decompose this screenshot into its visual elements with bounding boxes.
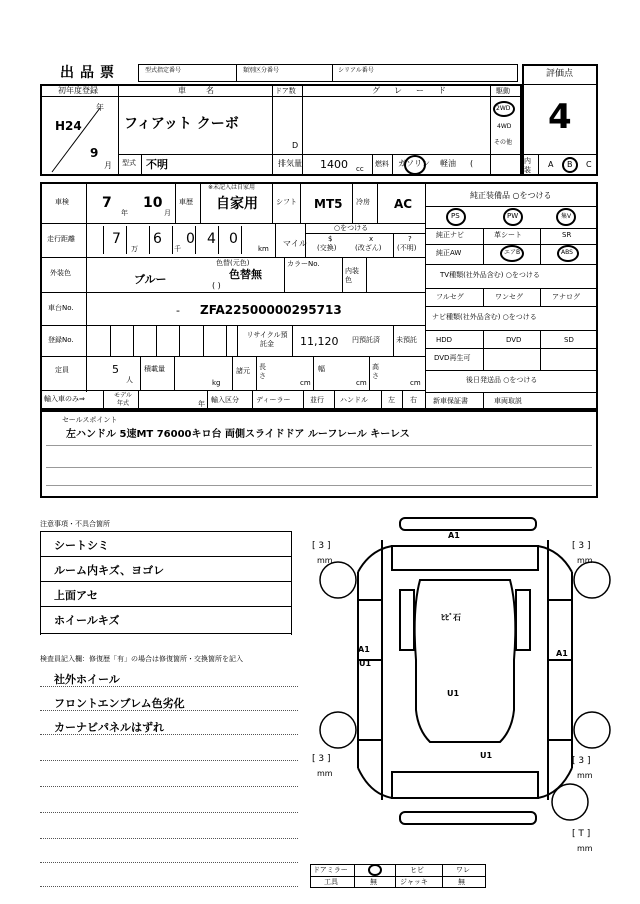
import-type-label: 輸入区分 xyxy=(211,396,239,404)
shaken-year-unit: 年 xyxy=(121,209,128,217)
year-unit: 年 xyxy=(96,103,104,112)
doors-label: ドア数 xyxy=(275,87,296,95)
later-manual: 車両取説 xyxy=(494,397,522,405)
usage-label: 車歴 xyxy=(179,198,193,206)
color-value: ブルー xyxy=(134,273,167,286)
serial-label: シリアル番号 xyxy=(338,67,374,74)
equip-sr: SR xyxy=(562,231,572,239)
dvd-label: DVD再生可 xyxy=(434,354,471,362)
navi-sd: SD xyxy=(564,336,574,344)
doors-letter: D xyxy=(292,141,299,150)
mileage-digit-3: 0 xyxy=(186,231,195,247)
chassis-label: 車台No. xyxy=(48,304,74,312)
interior-c: C xyxy=(586,160,592,169)
width-cm: cm xyxy=(356,379,367,387)
note-3: 上面アセ xyxy=(54,589,98,602)
dims-label: 諸元 xyxy=(236,367,250,375)
drive-label: 駆動 xyxy=(496,87,510,95)
navi-hdd: HDD xyxy=(436,336,453,344)
interior-b: B xyxy=(567,160,573,169)
ware-label: ワレ xyxy=(456,866,470,874)
car-name-value: フィアット クーボ xyxy=(124,116,239,132)
width-label: 幅 xyxy=(318,365,325,373)
mark-chip: ﾋﾋﾞ石 xyxy=(441,613,461,622)
handle-left: 左 xyxy=(388,396,395,404)
equip-navi: 純正ナビ xyxy=(436,231,464,239)
tools-value: 無 xyxy=(370,878,377,886)
height-cm: cm xyxy=(410,379,421,387)
equipment-title: 純正装備品 ○をつける xyxy=(470,191,552,200)
altered-symbol: x xyxy=(369,235,374,243)
unknown-label: (不明) xyxy=(397,244,417,252)
mileage-digit-2: 6 xyxy=(153,231,162,247)
recycle-unit: 円預託済 xyxy=(352,336,380,344)
tv-fullseg: フルセグ xyxy=(436,293,464,301)
chassis-value: ZFA22500000295713 xyxy=(200,303,342,317)
tread-rl-mm: mm xyxy=(317,769,333,778)
ac-value: AC xyxy=(394,197,413,211)
length-cm: cm xyxy=(300,379,311,387)
load-unit: kg xyxy=(212,379,221,387)
equip-ps: PS xyxy=(451,212,460,220)
equip-central-lock: 集V xyxy=(561,213,572,220)
length-label: 長さ xyxy=(259,363,266,380)
capacity-unit: 人 xyxy=(126,376,133,384)
mileage-digit-1: 7 xyxy=(112,231,121,247)
equip-airbag: エアB xyxy=(504,249,521,256)
notes-label: 注意事項・不具合箇所 xyxy=(40,520,110,528)
drive-2wd: 2WD xyxy=(496,105,511,112)
note-2: ルーム内キズ、ヨゴレ xyxy=(54,564,165,577)
fuel-diesel: 軽油 xyxy=(440,159,456,168)
circle-note: ○をつける xyxy=(334,224,369,232)
shift-value: MT5 xyxy=(314,197,343,211)
tread-fr-mm: mm xyxy=(577,556,593,565)
door-mirror-label: ドアミラー xyxy=(313,866,348,874)
altered-label: (改ざん) xyxy=(355,244,382,252)
mirror-circle xyxy=(368,864,382,876)
hibi-label: ヒビ xyxy=(410,866,424,874)
jack-value: 無 xyxy=(458,878,465,886)
color-no-label: カラーNo. xyxy=(287,260,320,268)
shaken-year: 7 xyxy=(102,195,112,211)
tread-fl-mm: mm xyxy=(317,556,333,565)
equip-aw: 純正AW xyxy=(436,249,462,257)
tv-title: TV種類(社外品含む) ○をつける xyxy=(440,271,540,279)
fuel-gasoline-circle xyxy=(404,155,426,175)
interior-b-circle xyxy=(562,157,578,173)
color-change-paren: ( ) xyxy=(212,281,221,290)
usage-value: 自家用 xyxy=(216,196,258,212)
capacity-label: 定員 xyxy=(55,366,69,374)
import-parallel: 並行 xyxy=(310,396,324,404)
jack-label: ジャッキ xyxy=(400,878,428,886)
tread-fl: [ 3 ] xyxy=(312,541,331,551)
mark-a1-front: A1 xyxy=(448,531,460,540)
tread-rl: [ 3 ] xyxy=(312,754,331,764)
tv-oneseg: ワンセグ xyxy=(495,293,523,301)
shaken-month-unit: 月 xyxy=(164,209,171,217)
color-change-label: 色替(元色) xyxy=(216,259,250,267)
tv-analog: アナログ xyxy=(552,293,580,301)
unit-sen: 千 xyxy=(174,245,181,253)
exchange-label: (交換) xyxy=(317,244,337,252)
unit-km: km xyxy=(258,245,269,253)
interior-color-label: 内装色 xyxy=(345,267,359,284)
sales-label: セールスポイント xyxy=(62,416,118,424)
tools-label: 工具 xyxy=(324,878,338,886)
model-year-unit: 年 xyxy=(198,400,205,408)
note-4: ホイールキズ xyxy=(54,614,120,627)
chassis-dash: - xyxy=(176,304,180,317)
rating-label: 評価点 xyxy=(546,69,574,79)
reg-no-label: 登録No. xyxy=(48,336,74,344)
exchange-symbol: $ xyxy=(328,235,333,243)
height-label: 高さ xyxy=(372,363,379,380)
rating-value: 4 xyxy=(548,97,572,137)
equip-abs: ABS xyxy=(561,249,573,256)
drive-other: その他 xyxy=(494,139,513,146)
shaken-label: 車検 xyxy=(55,198,69,206)
color-label: 外装色 xyxy=(50,269,71,277)
handle-right: 右 xyxy=(410,396,417,404)
mark-u1-left: U1 xyxy=(359,659,372,668)
displacement-label: 排気量 xyxy=(278,159,302,168)
mark-u1-roof: U1 xyxy=(447,689,460,698)
tread-fr: [ 3 ] xyxy=(572,541,591,551)
displacement-value: 1400 xyxy=(320,158,348,171)
import-label: 輸入車のみ⇒ xyxy=(44,395,85,403)
interior-label: 内装 xyxy=(524,157,531,174)
usage-note: ※未記入は自家用 xyxy=(208,184,256,191)
recycle-not: 未預託 xyxy=(396,336,417,344)
sales-text: 左ハンドル 5速MT 76000キロ台 両側スライドドア ルーフレール キーレス xyxy=(66,429,410,440)
unknown-symbol: ? xyxy=(408,235,412,243)
color-change-value: 色替無 xyxy=(229,268,262,281)
fuel-label: 燃料 xyxy=(375,160,389,168)
tread-spare: [ T ] xyxy=(572,829,591,839)
fuel-paren: ( xyxy=(470,159,474,168)
interior-a: A xyxy=(548,160,554,169)
inspector-label: 検査員記入欄：修復歴「有」の場合は修復箇所・交換箇所を記入 xyxy=(40,655,243,663)
grade-label: グレード xyxy=(372,86,460,95)
fuel-gasoline: ガソリン xyxy=(398,159,430,168)
mileage-label: 走行距離 xyxy=(47,235,75,243)
inspector-item-1: 社外ホイール xyxy=(54,673,120,686)
displacement-unit: cc xyxy=(356,165,364,173)
first-reg-label: 初年度登録 xyxy=(58,86,98,95)
drive-4wd: 4WD xyxy=(497,123,512,130)
mark-a1-right: A1 xyxy=(556,649,568,658)
unit-man: 万 xyxy=(131,245,138,253)
tread-rr: [ 3 ] xyxy=(572,756,591,766)
capacity-value: 5 xyxy=(112,363,119,376)
mile-label: マイル xyxy=(283,239,307,248)
first-reg-month: 9 xyxy=(90,146,99,160)
model-label: 型式 xyxy=(122,159,136,167)
mark-u1-rear: U1 xyxy=(480,751,493,760)
form-title: 出品票 xyxy=(60,65,120,81)
shaken-month: 10 xyxy=(143,195,163,211)
model-value: 不明 xyxy=(146,158,168,171)
mark-a1-left: A1 xyxy=(358,645,370,654)
note-1: シートシミ xyxy=(54,539,109,552)
mileage-digit-4: 4 xyxy=(207,231,216,247)
later-warranty: 新車保証書 xyxy=(433,397,468,405)
tread-rr-mm: mm xyxy=(577,771,593,780)
equip-leather: 革シート xyxy=(494,231,522,239)
shift-label: シフト xyxy=(276,198,297,206)
inspector-item-3: カーナビパネルはずれ xyxy=(54,721,164,734)
first-reg-year: H24 xyxy=(55,119,82,133)
month-unit: 月 xyxy=(104,161,112,170)
shiki-label: 型式指定番号 xyxy=(145,67,182,74)
tread-spare-mm: mm xyxy=(577,844,593,853)
recycle-label: リサイクル預託金 xyxy=(246,331,288,348)
mileage-digit-5: 0 xyxy=(229,231,238,247)
navi-dvd: DVD xyxy=(506,336,522,344)
ac-label: 冷房 xyxy=(356,198,370,206)
load-label: 積載量 xyxy=(144,365,165,373)
import-dealer: ディーラー xyxy=(256,396,291,404)
ruibetsu-label: 類別区分番号 xyxy=(243,67,280,74)
navi-title: ナビ種類(社外品含む) ○をつける xyxy=(432,313,537,321)
recycle-value: 11,120 xyxy=(300,335,339,348)
handle-label: ハンドル xyxy=(340,396,368,404)
header-code-strip xyxy=(138,64,518,82)
car-name-label: 車名 xyxy=(178,86,234,95)
inspector-item-2: フロントエンブレム色劣化 xyxy=(54,697,185,710)
equip-pw: PW xyxy=(507,212,519,220)
later-title: 後日発送品 ○をつける xyxy=(466,376,538,384)
model-year-label: モデル年式 xyxy=(114,392,132,407)
